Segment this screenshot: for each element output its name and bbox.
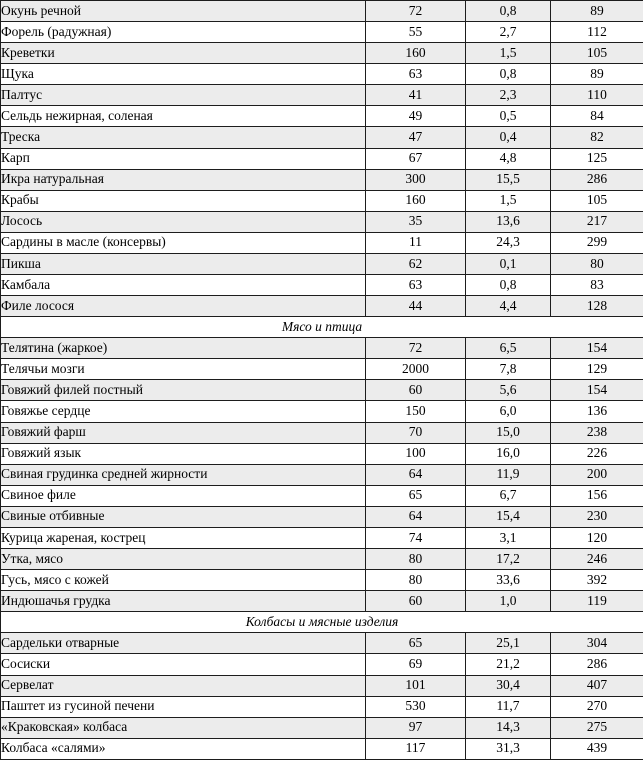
value-cell: 6,7: [466, 485, 551, 506]
table-row: [1, 338, 643, 359]
section-header-label: Мясо и птица: [1, 317, 643, 338]
table-row: [1, 549, 643, 570]
value-cell: 439: [551, 738, 643, 759]
value-cell: 84: [551, 106, 643, 127]
value-cell: 304: [551, 633, 643, 654]
value-cell: 105: [551, 190, 643, 211]
value-cell: 101: [366, 675, 466, 696]
table-row: [1, 169, 643, 190]
value-cell: 2,3: [466, 85, 551, 106]
value-cell: 60: [366, 591, 466, 612]
food-name-cell: Утка, мясо: [1, 549, 366, 570]
table-row: [1, 506, 643, 527]
food-name-cell: Телятина (жаркое): [1, 338, 366, 359]
value-cell: 407: [551, 675, 643, 696]
value-cell: 13,6: [466, 211, 551, 232]
value-cell: 275: [551, 717, 643, 738]
table-row: [1, 1, 643, 22]
value-cell: 16,0: [466, 443, 551, 464]
value-cell: 41: [366, 85, 466, 106]
value-cell: 286: [551, 654, 643, 675]
food-name-cell: Сервелат: [1, 675, 366, 696]
food-name-cell: Лосось: [1, 211, 366, 232]
value-cell: 270: [551, 696, 643, 717]
food-name-cell: Треска: [1, 127, 366, 148]
value-cell: 64: [366, 464, 466, 485]
value-cell: 0,1: [466, 253, 551, 274]
value-cell: 1,0: [466, 591, 551, 612]
food-name-cell: Окунь речной: [1, 1, 366, 22]
value-cell: 15,5: [466, 169, 551, 190]
value-cell: 105: [551, 43, 643, 64]
food-name-cell: Гусь, мясо с кожей: [1, 570, 366, 591]
value-cell: 14,3: [466, 717, 551, 738]
food-name-cell: Свиная грудинка средней жирности: [1, 464, 366, 485]
food-name-cell: Телячьи мозги: [1, 359, 366, 380]
table-row: [1, 253, 643, 274]
table-row: [1, 106, 643, 127]
table-row: [1, 190, 643, 211]
value-cell: 0,5: [466, 106, 551, 127]
value-cell: 299: [551, 232, 643, 253]
value-cell: 7,8: [466, 359, 551, 380]
value-cell: 530: [366, 696, 466, 717]
value-cell: 0,8: [466, 64, 551, 85]
value-cell: 0,8: [466, 1, 551, 22]
table-row: [1, 422, 643, 443]
value-cell: 119: [551, 591, 643, 612]
table-row: [1, 64, 643, 85]
section-header-row: [1, 612, 643, 633]
table-row: [1, 127, 643, 148]
value-cell: 156: [551, 485, 643, 506]
value-cell: 154: [551, 380, 643, 401]
value-cell: 217: [551, 211, 643, 232]
value-cell: 200: [551, 464, 643, 485]
food-name-cell: Щука: [1, 64, 366, 85]
value-cell: 64: [366, 506, 466, 527]
value-cell: 35: [366, 211, 466, 232]
table-row: [1, 401, 643, 422]
value-cell: 11,7: [466, 696, 551, 717]
value-cell: 82: [551, 127, 643, 148]
value-cell: 230: [551, 506, 643, 527]
value-cell: 63: [366, 64, 466, 85]
value-cell: 24,3: [466, 232, 551, 253]
value-cell: 63: [366, 275, 466, 296]
food-name-cell: Креветки: [1, 43, 366, 64]
value-cell: 5,6: [466, 380, 551, 401]
value-cell: 33,6: [466, 570, 551, 591]
value-cell: 80: [366, 570, 466, 591]
value-cell: 4,4: [466, 296, 551, 317]
table-row: [1, 591, 643, 612]
table-row: [1, 675, 643, 696]
table-row: [1, 485, 643, 506]
value-cell: 246: [551, 549, 643, 570]
value-cell: 44: [366, 296, 466, 317]
value-cell: 6,0: [466, 401, 551, 422]
food-name-cell: «Краковская» колбаса: [1, 717, 366, 738]
food-name-cell: Сардины в масле (консервы): [1, 232, 366, 253]
food-name-cell: Колбаса «салями»: [1, 738, 366, 759]
table-row: [1, 43, 643, 64]
value-cell: 120: [551, 527, 643, 548]
value-cell: 2,7: [466, 22, 551, 43]
value-cell: 49: [366, 106, 466, 127]
value-cell: 17,2: [466, 549, 551, 570]
food-name-cell: Свиное филе: [1, 485, 366, 506]
value-cell: 1,5: [466, 43, 551, 64]
table-row: [1, 464, 643, 485]
value-cell: 65: [366, 633, 466, 654]
value-cell: 286: [551, 169, 643, 190]
value-cell: 72: [366, 1, 466, 22]
value-cell: 300: [366, 169, 466, 190]
food-name-cell: Свиные отбивные: [1, 506, 366, 527]
value-cell: 11,9: [466, 464, 551, 485]
table-row: [1, 296, 643, 317]
table-row: [1, 570, 643, 591]
value-cell: 154: [551, 338, 643, 359]
food-name-cell: Икра натуральная: [1, 169, 366, 190]
value-cell: 83: [551, 275, 643, 296]
value-cell: 31,3: [466, 738, 551, 759]
table-row: [1, 148, 643, 169]
food-name-cell: Паштет из гусиной печени: [1, 696, 366, 717]
value-cell: 125: [551, 148, 643, 169]
food-name-cell: Индюшачья грудка: [1, 591, 366, 612]
food-name-cell: Палтус: [1, 85, 366, 106]
table-row: [1, 738, 643, 759]
value-cell: 62: [366, 253, 466, 274]
food-name-cell: Сардельки отварные: [1, 633, 366, 654]
food-name-cell: Говяжий язык: [1, 443, 366, 464]
value-cell: 55: [366, 22, 466, 43]
value-cell: 67: [366, 148, 466, 169]
table-row: [1, 211, 643, 232]
food-name-cell: Пикша: [1, 253, 366, 274]
value-cell: 160: [366, 190, 466, 211]
value-cell: 6,5: [466, 338, 551, 359]
food-name-cell: Камбала: [1, 275, 366, 296]
value-cell: 65: [366, 485, 466, 506]
table-row: [1, 275, 643, 296]
food-name-cell: Говяжий фарш: [1, 422, 366, 443]
value-cell: 3,1: [466, 527, 551, 548]
table-row: [1, 359, 643, 380]
value-cell: 0,4: [466, 127, 551, 148]
table-row: [1, 232, 643, 253]
food-name-cell: Форель (радужная): [1, 22, 366, 43]
value-cell: 1,5: [466, 190, 551, 211]
value-cell: 72: [366, 338, 466, 359]
table-row: [1, 380, 643, 401]
value-cell: 117: [366, 738, 466, 759]
food-name-cell: Сельдь нежирная, соленая: [1, 106, 366, 127]
food-name-cell: Сосиски: [1, 654, 366, 675]
value-cell: 21,2: [466, 654, 551, 675]
value-cell: 150: [366, 401, 466, 422]
value-cell: 112: [551, 22, 643, 43]
value-cell: 97: [366, 717, 466, 738]
value-cell: 30,4: [466, 675, 551, 696]
food-name-cell: Курица жареная, кострец: [1, 527, 366, 548]
value-cell: 69: [366, 654, 466, 675]
food-name-cell: Говяжий филей постный: [1, 380, 366, 401]
value-cell: 70: [366, 422, 466, 443]
value-cell: 2000: [366, 359, 466, 380]
food-name-cell: Филе лосося: [1, 296, 366, 317]
value-cell: 15,0: [466, 422, 551, 443]
table-row: [1, 527, 643, 548]
value-cell: 160: [366, 43, 466, 64]
value-cell: 129: [551, 359, 643, 380]
table-row: [1, 696, 643, 717]
table-row: [1, 85, 643, 106]
table-row: [1, 654, 643, 675]
value-cell: 60: [366, 380, 466, 401]
value-cell: 80: [551, 253, 643, 274]
nutrition-table-body: [1, 1, 643, 760]
table-row: [1, 443, 643, 464]
value-cell: 226: [551, 443, 643, 464]
table-row: [1, 22, 643, 43]
food-name-cell: Говяжье сердце: [1, 401, 366, 422]
value-cell: 100: [366, 443, 466, 464]
table-row: [1, 717, 643, 738]
value-cell: 89: [551, 64, 643, 85]
value-cell: 128: [551, 296, 643, 317]
value-cell: 238: [551, 422, 643, 443]
value-cell: 25,1: [466, 633, 551, 654]
value-cell: 80: [366, 549, 466, 570]
value-cell: 74: [366, 527, 466, 548]
value-cell: 0,8: [466, 275, 551, 296]
food-name-cell: Крабы: [1, 190, 366, 211]
value-cell: 392: [551, 570, 643, 591]
value-cell: 11: [366, 232, 466, 253]
food-name-cell: Карп: [1, 148, 366, 169]
value-cell: 47: [366, 127, 466, 148]
value-cell: 15,4: [466, 506, 551, 527]
table-row: [1, 633, 643, 654]
value-cell: 89: [551, 1, 643, 22]
value-cell: 136: [551, 401, 643, 422]
value-cell: 110: [551, 85, 643, 106]
value-cell: 4,8: [466, 148, 551, 169]
section-header-label: Колбасы и мясные изделия: [1, 612, 643, 633]
section-header-row: [1, 317, 643, 338]
